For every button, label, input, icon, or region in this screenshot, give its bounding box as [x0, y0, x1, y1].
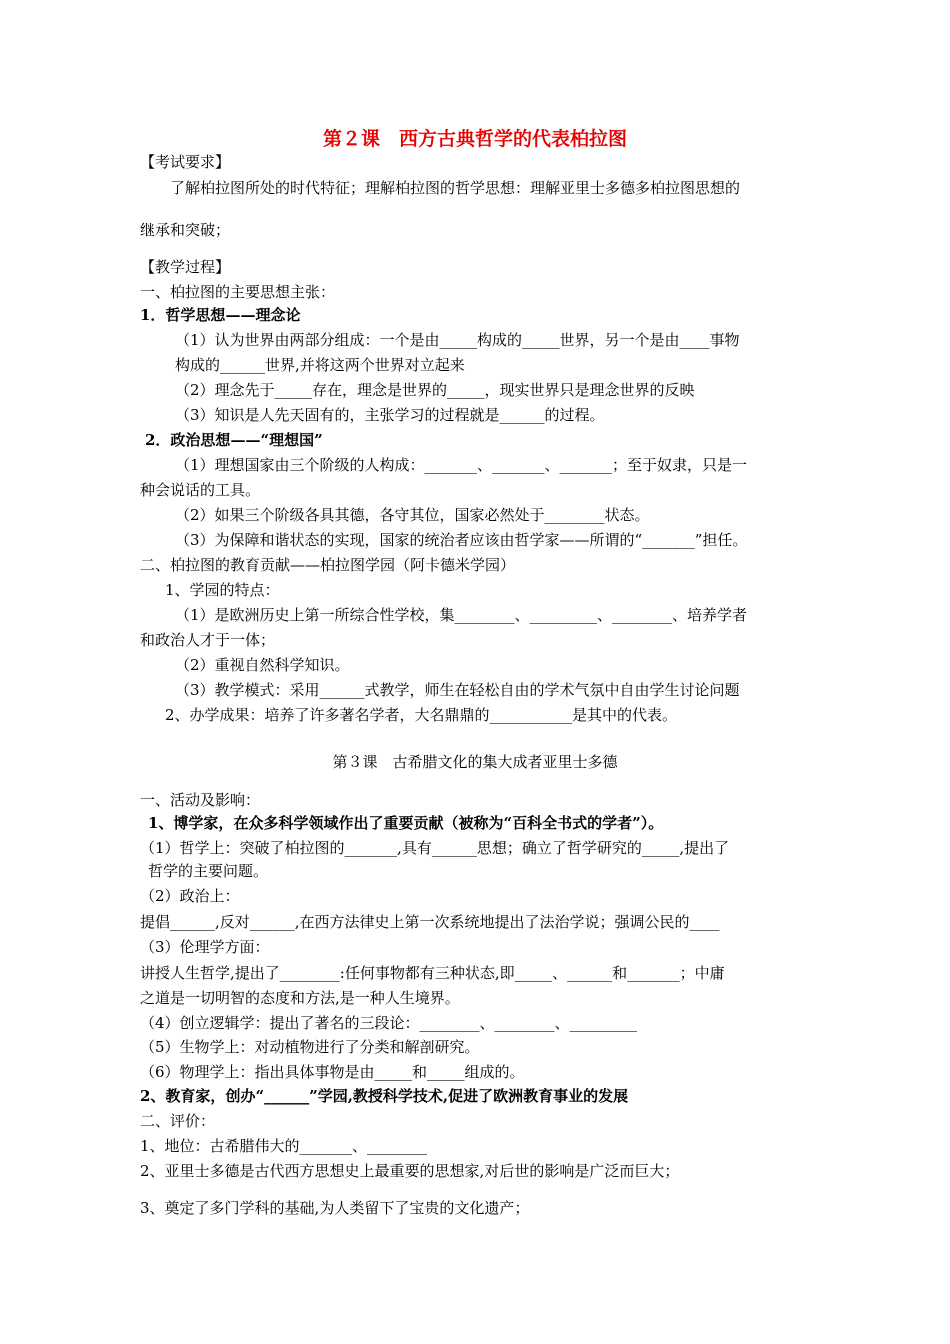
educator-heading: 2、教育家，创办“______”学园,教授科学技术,促进了欧洲教育事业的发展: [140, 1087, 629, 1105]
politics-heading: 2．政治思想——“理想国”: [145, 431, 323, 449]
academy-feature-3: （3）教学模式：采用______式教学，师生在轻松自由的学术气氛中自由学生讨论问题: [175, 681, 740, 699]
philosophy-item-2: （2）理念先于_____存在，理念是世界的_____，现实世界只是理念世界的反映: [175, 381, 695, 399]
activity-philosophy: （1）哲学上：突破了柏拉图的_______,具有______思想；确立了哲学研究的_____,提出了: [140, 839, 730, 857]
teaching-process-heading: 【教学过程】: [140, 258, 231, 276]
activity-politics-text: 提倡______,反对______,在西方法律史上第一次系统地提出了法治学说；强调公民的____: [140, 913, 720, 931]
academy-feature-2: （2）重视自然科学知识。: [175, 656, 350, 674]
activity-ethics: （3）伦理学方面：: [140, 938, 270, 956]
evaluation-influence: 2、亚里士多德是古代西方思想史上最重要的思想家,对后世的影响是广泛而巨大；: [140, 1162, 680, 1180]
activity-politics: （2）政治上：: [140, 887, 240, 905]
polymath-heading: 1、博学家，在众多科学领域作出了重要贡献（被称为“百科全书式的学者”）。: [148, 814, 664, 832]
academy-features-heading: 1、学园的特点：: [165, 581, 280, 599]
evaluation-status: 1、地位：古希腊伟大的_______、________: [140, 1137, 428, 1155]
activity-philosophy-cont: 哲学的主要问题。: [148, 862, 269, 880]
politics-item-1-cont: 种会说话的工具。: [140, 481, 261, 499]
exam-requirements-text: 了解柏拉图所处的时代特征；理解柏拉图的哲学思想：理解亚里士多德多柏拉图思想的: [170, 179, 741, 197]
activity-physics: （6）物理学上：指出具体事物是由_____和_____组成的。: [140, 1063, 525, 1081]
lesson2-title: 第２课 西方古典哲学的代表柏拉图: [322, 128, 627, 150]
activities-heading: 一、活动及影响：: [140, 791, 261, 809]
activity-ethics-text-cont: 之道是一切明智的态度和方法,是一种人生境界。: [140, 989, 460, 1007]
exam-requirements-text-cont: 继承和突破；: [140, 221, 231, 239]
politics-item-1: （1）理想国家由三个阶级的人构成：_______、_______、_______；至于奴隶，只是一: [175, 456, 748, 474]
evaluation-legacy: 3、奠定了多门学科的基础,为人类留下了宝贵的文化遗产；: [140, 1199, 530, 1217]
evaluation-heading: 二、评价：: [140, 1112, 216, 1130]
lesson3-title: 第３课 古希腊文化的集大成者亚里士多德: [332, 753, 618, 771]
philosophy-heading: 1．哲学思想——理念论: [140, 306, 301, 324]
philosophy-item-1-cont: 构成的______世界,并将这两个世界对立起来: [175, 356, 465, 374]
politics-item-3: （3）为保障和谐状态的实现，国家的统治者应该由哲学家——所谓的“_______”担任。: [175, 531, 748, 549]
section-plato-ideas-heading: 一、柏拉图的主要思想主张：: [140, 283, 336, 301]
academy-results: 2、办学成果：培养了许多著名学者，大名鼎鼎的___________是其中的代表。: [165, 706, 678, 724]
politics-item-2: （2）如果三个阶级各具其德，各守其位，国家必然处于________状态。: [175, 506, 650, 524]
exam-requirements-heading: 【考试要求】: [140, 153, 231, 171]
philosophy-item-1: （1）认为世界由两部分组成：一个是由_____构成的_____世界，另一个是由____事物: [175, 331, 740, 349]
academy-feature-1-cont: 和政治人才于一体；: [140, 631, 276, 649]
activity-ethics-text: 讲授人生哲学,提出了________:任何事物都有三种状态,即_____、______和_______；中庸: [140, 964, 725, 982]
activity-logic: （4）创立逻辑学：提出了著名的三段论：________、________、_________: [140, 1014, 638, 1032]
academy-feature-1: （1）是欧洲历史上第一所综合性学校，集________、_________、________、培养学者: [175, 606, 748, 624]
philosophy-item-3: （3）知识是人先天固有的，主张学习的过程就是______的过程。: [175, 406, 605, 424]
activity-biology: （5）生物学上：对动植物进行了分类和解剖研究。: [140, 1038, 480, 1056]
section-education-heading: 二、柏拉图的教育贡献——柏拉图学园（阿卡德米学园）: [140, 556, 516, 574]
